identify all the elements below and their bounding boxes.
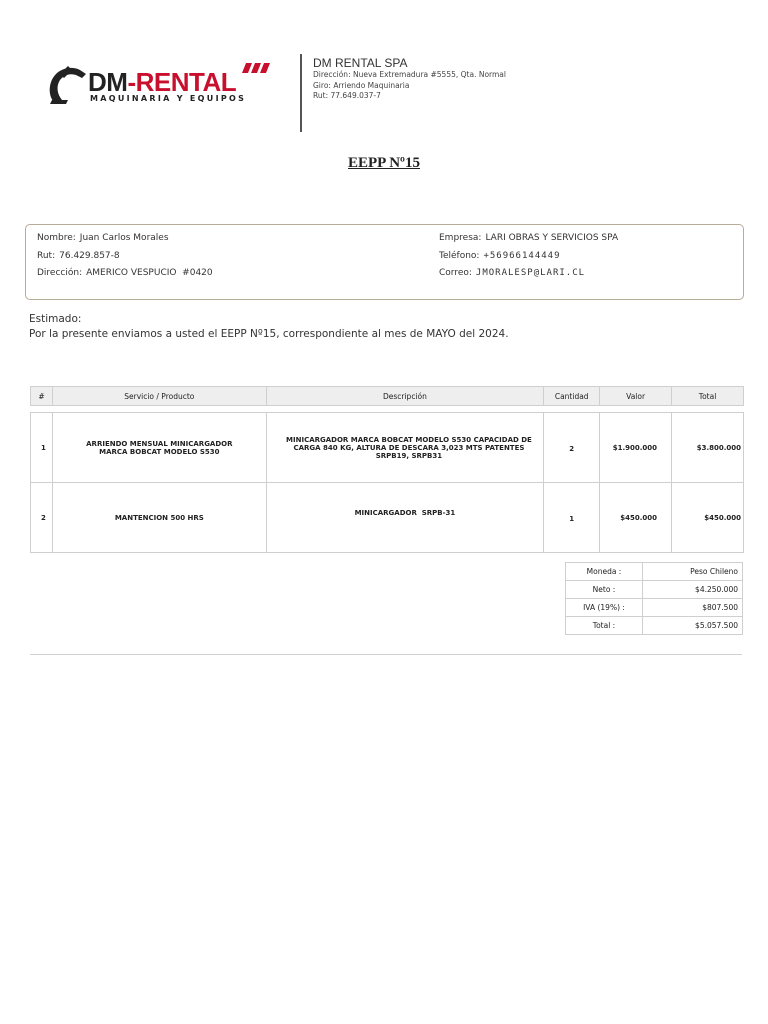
totals-row-iva (566, 599, 743, 617)
table-row (31, 413, 744, 483)
document-title: EEPP Nº15 (347, 155, 421, 171)
excavator-arm-icon (46, 62, 92, 108)
company-name: DM RENTAL SPA (313, 56, 408, 70)
client-telefono-label: Teléfono: (439, 250, 480, 261)
company-logo (46, 62, 272, 108)
intro-text (29, 312, 509, 342)
totals-row-neto (566, 581, 743, 599)
intro-body: Por la presente enviamos a usted el EEPP Nº15, correspondiente al mes de MAYO del 2024. (29, 328, 509, 340)
totals-label: Total : (566, 617, 643, 635)
client-correo (439, 266, 618, 284)
document-title-wrap (0, 152, 768, 172)
header-valor: Valor (600, 387, 672, 406)
totals-table (565, 562, 743, 635)
company-giro: Giro: Arriendo Maquinaria (313, 80, 410, 90)
items-table-header (30, 386, 744, 406)
client-nombre-label: Nombre: (37, 233, 76, 243)
client-telefono (439, 249, 618, 267)
row-servicio: ARRIENDO MENSUAL MINICARGADOR MARCA BOBCAT MODELO S530 (52, 413, 266, 483)
totals-row-total (566, 617, 743, 635)
client-direccion (37, 266, 213, 284)
totals-row-moneda (566, 563, 743, 581)
client-direccion-label: Dirección: (37, 268, 83, 278)
row-num: 1 (31, 413, 53, 483)
client-direccion-value: AMERICO VESPUCIO #0420 (86, 268, 213, 278)
totals-value: Peso Chileno (643, 563, 743, 581)
row-valor: $1.900.000 (600, 413, 672, 483)
client-info-box (25, 224, 744, 300)
client-empresa (439, 231, 618, 249)
company-info (313, 56, 506, 102)
row-num: 2 (31, 483, 53, 553)
row-total: $3.800.000 (672, 413, 744, 483)
row-total: $450.000 (672, 483, 744, 553)
totals-label: IVA (19%) : (566, 599, 643, 617)
logo-tagline: MAQUINARIA Y EQUIPOS (90, 94, 247, 103)
client-col-right (439, 231, 618, 284)
row-valor: $450.000 (600, 483, 672, 553)
totals-value: $4.250.000 (643, 581, 743, 599)
intro-greeting: Estimado: (29, 313, 82, 325)
client-telefono-value: +56966144449 (483, 250, 561, 261)
row-servicio: MANTENCION 500 HRS (52, 483, 266, 553)
row-descripcion: MINICARGADOR MARCA BOBCAT MODELO S530 CAPACIDAD DE CARGA 840 KG, ALTURA DE DESCARA 3,023 MTS PATENTES SRPB19, SRPB31 (266, 413, 544, 483)
header-cantidad: Cantidad (544, 387, 600, 406)
client-col-left (37, 231, 213, 284)
totals-value: $807.500 (643, 599, 743, 617)
totals-label: Moneda : (566, 563, 643, 581)
client-empresa-label: Empresa: (439, 233, 482, 243)
logo-rental: -RENTAL (127, 67, 237, 97)
client-rut-value: 76.429.857-8 (59, 250, 120, 261)
header-total: Total (672, 387, 744, 406)
client-correo-value: JMORALESP@LARI.CL (475, 268, 586, 278)
company-rut: Rut: 77.649.037-7 (313, 91, 381, 100)
row-descripcion: MINICARGADOR SRPB-31 (266, 483, 544, 553)
totals-value: $5.057.500 (643, 617, 743, 635)
row-cantidad: 2 (544, 413, 600, 483)
client-rut-label: Rut: (37, 250, 56, 261)
header-descripcion: Descripción (266, 387, 544, 406)
logo-dm: DM (88, 67, 128, 97)
client-empresa-value: LARI OBRAS Y SERVICIOS SPA (485, 233, 619, 243)
client-correo-label: Correo: (439, 268, 472, 278)
header-num: # (31, 387, 53, 406)
client-nombre-value: Juan Carlos Morales (79, 233, 169, 243)
row-cantidad: 1 (544, 483, 600, 553)
company-address: Dirección: Nueva Extremadura #5555, Qta. Normal (313, 70, 506, 79)
table-row (31, 483, 744, 553)
items-table (30, 412, 744, 553)
header-servicio: Servicio / Producto (52, 387, 266, 406)
header-divider (300, 54, 302, 132)
logo-wordmark (88, 69, 236, 95)
totals-label: Neto : (566, 581, 643, 599)
client-nombre (37, 231, 213, 249)
logo-stripes-icon (242, 63, 270, 73)
client-rut (37, 249, 213, 267)
footer-divider (30, 654, 742, 655)
